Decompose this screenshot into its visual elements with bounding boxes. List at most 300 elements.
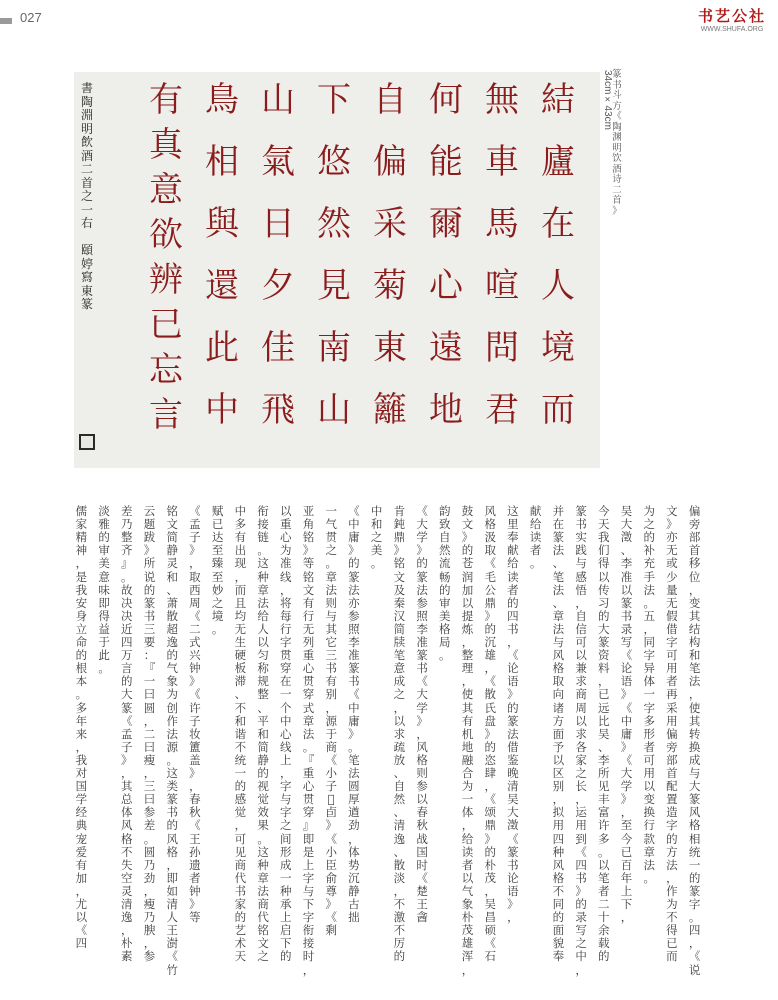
seal-character: 鳥 [205, 80, 239, 120]
text-character: 风 [552, 857, 565, 872]
text-character: 萧 [166, 595, 178, 610]
text-character: 秋 [189, 805, 201, 820]
seal-character: 遠 [429, 328, 463, 368]
text-character: 的 [666, 831, 678, 846]
text-character: 大 [416, 517, 428, 532]
text-character: 清 [166, 897, 178, 911]
text-character: 五 [643, 608, 655, 623]
text-character: 一 [461, 792, 474, 807]
text-character: 茂 [461, 923, 474, 938]
seal-character: 夕 [261, 266, 295, 306]
text-character: ， [620, 805, 633, 820]
text-character: 审 [98, 543, 110, 558]
text-character: 下 [620, 897, 633, 911]
text-character: 的 [280, 949, 292, 964]
text-character: 》 [484, 608, 496, 623]
inscription-character: 之 [80, 189, 93, 203]
text-character: 者 [598, 883, 610, 898]
text-character: 为 [643, 504, 655, 518]
text-character: 澍 [166, 936, 178, 951]
text-character: 精 [75, 530, 88, 545]
text-column [257, 505, 270, 975]
text-character: 大 [598, 621, 610, 636]
text-character: 』 [121, 556, 133, 571]
text-character: 风 [688, 805, 701, 820]
text-character: 多 [234, 517, 247, 532]
caption-character: 渊 [612, 132, 622, 143]
text-character: 遒 [348, 805, 360, 820]
seal-character: 氣 [261, 142, 295, 182]
text-character: 法 [325, 582, 337, 597]
seal-character: 真 [149, 125, 183, 165]
text-character: 卣 [325, 805, 337, 820]
text-character: 心 [302, 661, 315, 676]
text-character: 用 [666, 713, 678, 728]
caption-character: 书 [612, 79, 622, 91]
text-column [188, 505, 201, 975]
text-character: 二 [598, 897, 610, 911]
seal-character: 心 [429, 266, 463, 306]
text-character: ， [166, 857, 178, 872]
text-character: 篆 [598, 635, 610, 649]
text-character: 小 [325, 766, 337, 780]
text-character: 用 [666, 661, 678, 676]
text-character: 总 [121, 792, 133, 807]
caption-character: 陶 [612, 121, 622, 133]
seal-character: 忘 [149, 350, 183, 390]
text-character: 格 [416, 752, 428, 767]
text-character: 成 [688, 752, 701, 767]
text-character: 心 [302, 779, 315, 794]
text-character: 逸 [121, 910, 133, 925]
text-character: 旁 [688, 517, 701, 532]
text-character: 为 [166, 687, 178, 702]
text-character: 遗 [189, 857, 201, 872]
text-character: 成 [280, 857, 292, 872]
text-character: 颂 [484, 805, 496, 820]
text-character: 形 [643, 726, 655, 741]
text-column [302, 505, 315, 975]
seal-character: 已 [149, 305, 183, 345]
text-character: 即 [302, 831, 315, 846]
text-character: 》 [620, 687, 633, 702]
text-character: 首 [666, 766, 678, 780]
text-character: 移 [688, 556, 701, 571]
text-character: 其 [461, 700, 474, 715]
text-character: 故 [121, 582, 133, 597]
text-character: 。 [211, 621, 224, 636]
text-character: 李 [598, 752, 610, 767]
text-character: 人 [166, 910, 178, 925]
text-character: 。 [325, 556, 337, 571]
text-character: 到 [575, 831, 587, 846]
text-character: 空 [121, 870, 133, 885]
text-character: 疏 [393, 739, 406, 754]
text-column [643, 505, 656, 975]
text-character: ， [75, 883, 88, 898]
text-character: 给 [529, 517, 542, 532]
text-character: 的 [234, 910, 247, 925]
text-character: 则 [416, 766, 428, 780]
text-character: 《 [484, 556, 496, 571]
text-character: 即 [166, 870, 178, 885]
text-character: 多 [598, 831, 610, 846]
text-character: 里 [507, 517, 519, 532]
text-character: 自 [393, 779, 406, 794]
text-character: 语 [507, 883, 519, 898]
text-character: 少 [666, 569, 678, 584]
text-character: 并 [552, 504, 565, 518]
text-character: 尊 [325, 883, 337, 898]
text-character: 加 [461, 582, 474, 597]
text-character: 益 [98, 621, 110, 636]
text-character: 笔 [552, 569, 565, 584]
text-character: 在 [280, 674, 292, 689]
text-character: 李 [348, 635, 360, 649]
text-character: 神 [75, 543, 88, 558]
seal-character: 日 [261, 204, 295, 244]
text-character: 大 [416, 687, 428, 702]
text-character: 献 [507, 543, 519, 558]
text-character: 体 [348, 844, 360, 859]
seal-script-column [480, 80, 524, 460]
text-character: 吴 [598, 726, 610, 741]
text-character: 理 [461, 661, 474, 676]
text-character: 硬 [234, 648, 247, 663]
text-character: 书 [416, 661, 428, 676]
text-character: 和 [688, 648, 701, 663]
text-character: 法 [416, 582, 428, 597]
text-character: 自 [575, 608, 587, 623]
text-character: ， [234, 818, 247, 833]
text-character: 《 [620, 648, 633, 663]
text-character: 散 [393, 857, 406, 872]
text-character: 有 [75, 857, 88, 872]
text-character: 所 [143, 556, 156, 571]
text-character: 充 [643, 556, 655, 571]
text-character: 读 [461, 844, 474, 859]
text-character: 法 [552, 582, 565, 597]
text-character: ， [143, 713, 156, 728]
text-character: 别 [552, 779, 565, 794]
text-character: 不 [393, 897, 406, 911]
text-character: 和 [370, 517, 383, 532]
text-character: 恣 [484, 752, 496, 767]
text-character: 之 [257, 949, 269, 964]
text-character: 自 [439, 530, 451, 545]
text-character: 行 [280, 621, 292, 636]
text-character: 乃 [121, 517, 133, 532]
text-character: 四 [75, 936, 88, 951]
text-character: 文 [257, 936, 269, 951]
text-character: 则 [325, 595, 337, 610]
text-character: 照 [416, 608, 428, 623]
text-character: 近 [121, 621, 133, 636]
text-character: 气 [461, 883, 474, 898]
text-character: 一 [643, 687, 655, 702]
text-character: 上 [280, 910, 292, 925]
text-character: 参 [416, 779, 428, 794]
text-character: 气 [325, 517, 337, 532]
seal-character: 見 [317, 266, 351, 306]
text-character: 篆 [552, 530, 565, 545]
text-column [211, 505, 224, 975]
text-character: 接 [257, 517, 269, 532]
text-character: 战 [416, 831, 428, 846]
text-character: 吴 [507, 792, 519, 807]
text-character: 的 [598, 608, 610, 623]
text-character: 、 [552, 595, 565, 610]
text-character: 规 [257, 674, 269, 689]
text-character: 有 [234, 530, 247, 545]
text-character: 法 [166, 726, 178, 741]
text-character: 家 [234, 897, 247, 911]
text-character: 文 [461, 517, 474, 532]
text-character: 的 [598, 949, 610, 964]
text-character: 者 [461, 857, 474, 872]
text-character: 得 [666, 923, 678, 938]
text-character: ， [575, 962, 587, 977]
text-character: 用 [575, 818, 587, 833]
text-character: 无 [302, 621, 315, 636]
artwork-caption [602, 70, 622, 380]
text-character: 美 [370, 543, 383, 558]
text-character: 滞 [234, 674, 247, 689]
text-character: 字 [280, 779, 292, 794]
text-character: 静 [257, 752, 269, 767]
text-character: 书 [143, 608, 156, 623]
text-character: 穿 [280, 661, 292, 676]
text-character: 》 [189, 674, 201, 689]
text-character: 酓 [416, 910, 428, 925]
seal-character: 在 [541, 204, 575, 244]
text-character: 我 [75, 582, 88, 597]
text-character: 、 [166, 582, 178, 597]
text-character: 差 [143, 818, 156, 833]
text-character: 觉 [234, 805, 247, 820]
text-character: ， [461, 635, 474, 649]
text-character: 四 [121, 635, 133, 649]
text-character: 为 [461, 779, 474, 794]
inscription-character: 淵 [80, 108, 93, 122]
text-character: 首 [688, 543, 701, 558]
text-character: 各 [575, 739, 587, 754]
text-character: 局 [439, 635, 451, 649]
text-character: 代 [257, 910, 269, 925]
text-character: 失 [121, 857, 133, 872]
text-character: 法 [552, 543, 565, 558]
text-character: 简 [393, 621, 406, 636]
text-character: 》 [507, 687, 519, 702]
text-character: 大 [688, 779, 701, 794]
text-character: 奉 [507, 530, 519, 545]
text-character: 以 [257, 635, 269, 649]
text-character: 料 [598, 661, 610, 676]
text-character: 炼 [461, 621, 474, 636]
text-character: 是 [75, 569, 88, 584]
text-character: 言 [121, 661, 133, 676]
text-character: 《 [121, 713, 133, 728]
text-character: 换 [688, 739, 701, 754]
text-character: 种 [257, 857, 269, 872]
text-character: 的 [98, 530, 110, 545]
text-character: 字 [688, 897, 701, 911]
text-character: 商 [257, 897, 269, 911]
text-character: 苍 [461, 556, 474, 571]
text-character: 称 [257, 661, 269, 676]
text-character: 《 [325, 831, 337, 846]
text-character: 铭 [393, 556, 406, 571]
text-character: 向 [552, 687, 565, 702]
text-character: 式 [189, 635, 201, 649]
text-character: 汲 [484, 530, 496, 545]
seal-character: 相 [205, 142, 239, 182]
text-character: 篆 [620, 595, 633, 610]
text-character: 今 [620, 831, 633, 846]
text-character: 《 [325, 910, 337, 925]
seal-character: 無 [485, 80, 519, 120]
text-character: 整 [121, 530, 133, 545]
text-character: 者 [666, 674, 678, 689]
text-character: ， [143, 883, 156, 898]
text-character: 得 [98, 608, 110, 623]
text-character: 重 [302, 648, 315, 663]
text-character: 中 [348, 700, 360, 715]
text-character: 的 [75, 648, 88, 663]
text-column [575, 505, 588, 975]
text-character: 一 [280, 687, 292, 702]
text-character: 果 [257, 818, 269, 833]
caption-character: 酒 [612, 163, 622, 175]
text-character: 毛 [484, 569, 496, 584]
text-character: 鼎 [484, 818, 496, 833]
text-character: 。 [98, 661, 110, 676]
text-character: 《 [620, 752, 633, 767]
text-character: 假 [666, 608, 678, 623]
text-character: 吴 [620, 504, 633, 518]
text-character: 的 [143, 582, 156, 597]
text-character: 意 [98, 569, 110, 584]
text-character: 曰 [143, 687, 156, 702]
text-character: 创 [166, 700, 178, 715]
text-character: 庸 [348, 713, 360, 728]
text-character: 面 [552, 923, 565, 938]
text-character: 兼 [575, 661, 587, 676]
text-character: 散 [484, 687, 496, 702]
seal-character: 下 [317, 80, 351, 120]
text-column [506, 505, 519, 975]
text-character: 拟 [552, 805, 565, 820]
text-character: 说 [688, 962, 701, 977]
text-character: 以 [280, 504, 292, 518]
text-character: 者 [529, 543, 542, 558]
text-character: 构 [688, 635, 701, 649]
seal-script-column [256, 80, 300, 460]
caption-character: 饮 [612, 153, 622, 164]
text-character: 清 [507, 779, 519, 794]
text-character: 激 [393, 910, 406, 925]
text-character: 《 [507, 648, 519, 663]
text-column [143, 505, 156, 975]
text-character: 跋 [143, 530, 156, 545]
text-character: 大 [620, 766, 633, 780]
text-column [552, 505, 565, 975]
text-character: 运 [575, 805, 587, 820]
text-character: 取 [484, 543, 496, 558]
text-character: 的 [575, 897, 587, 911]
text-character: 上 [620, 883, 633, 898]
seal-character: 能 [429, 142, 463, 182]
text-character: 。 [688, 910, 701, 925]
text-character: 补 [643, 543, 655, 558]
text-character: 子 [189, 713, 201, 728]
text-character: 合 [461, 766, 474, 780]
text-character: 鼓 [461, 504, 474, 518]
text-character: 贯 [302, 674, 315, 689]
text-character: 平 [257, 713, 269, 728]
text-character: 写 [575, 923, 587, 938]
seal-script-column [536, 80, 580, 460]
text-character: 万 [121, 648, 133, 663]
text-character: 格 [552, 661, 565, 676]
text-character: 子 [325, 779, 337, 794]
text-character: 》 [325, 897, 337, 911]
text-character: 篆 [507, 844, 519, 859]
text-character: 不 [121, 844, 133, 859]
text-character: 不 [234, 700, 247, 715]
text-character: 求 [575, 726, 587, 741]
text-character: 的 [257, 766, 269, 780]
text-character: 出 [234, 543, 247, 558]
text-character: 不 [666, 910, 678, 925]
seal-character: 南 [317, 328, 351, 368]
caption-line [612, 70, 622, 217]
text-character: 其 [325, 621, 337, 636]
text-character: 等 [302, 556, 315, 571]
text-character: 文 [666, 504, 678, 518]
text-character: 之 [370, 530, 383, 545]
text-character: 板 [234, 661, 247, 676]
text-character: 、 [620, 543, 633, 558]
text-character: 同 [552, 897, 565, 911]
text-character: 匀 [257, 648, 269, 663]
text-character: 》 [189, 543, 201, 558]
caption-character: 《 [612, 111, 622, 122]
text-character: 》 [416, 543, 428, 558]
text-character: 习 [598, 595, 610, 610]
text-character: 法 [552, 621, 565, 636]
text-character: 的 [484, 844, 496, 859]
text-character: 文 [393, 569, 406, 584]
text-character: 钟 [189, 661, 201, 676]
text-character: 贯 [302, 792, 315, 807]
text-character: 传 [598, 582, 610, 597]
text-character: 献 [529, 504, 542, 518]
text-character: 得 [598, 556, 610, 571]
text-character: 多 [643, 713, 655, 728]
text-character: 《 [484, 936, 496, 951]
text-character: 接 [302, 936, 315, 951]
text-character: 以 [643, 779, 655, 794]
text-character: 鼎 [484, 595, 496, 610]
text-character: 启 [280, 923, 292, 938]
text-character: 种 [280, 883, 292, 898]
text-character: 学 [620, 779, 633, 794]
text-character: 肆 [484, 766, 496, 780]
calligraphy-artwork [74, 72, 600, 468]
text-character: 境 [211, 608, 224, 623]
text-character: 作 [166, 713, 178, 728]
